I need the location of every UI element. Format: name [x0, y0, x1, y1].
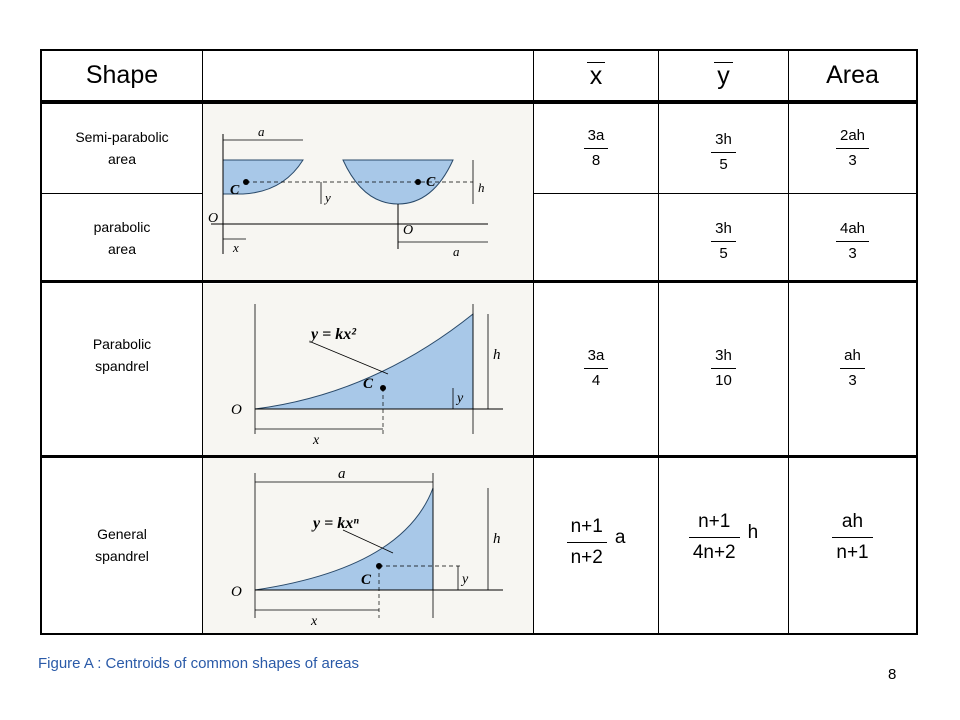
fraction-bar	[711, 241, 736, 242]
fig2-c-label: C	[363, 376, 374, 392]
fig2-o-label: O	[231, 402, 242, 418]
row-name-label: General spandrel	[95, 526, 149, 564]
fig3-equation: y = kxⁿ	[313, 515, 359, 532]
row-semi-parabolic-name	[42, 118, 202, 178]
table-bottom-border	[40, 633, 918, 635]
fraction	[584, 346, 609, 391]
fraction-denominator: 5	[719, 155, 728, 173]
figure-caption: Figure A : Centroids of common shapes of areas	[38, 655, 359, 672]
row-parabolic-name	[42, 208, 202, 268]
fraction	[836, 126, 869, 171]
header-xbar	[534, 51, 658, 100]
fraction-bar	[689, 537, 740, 538]
fraction-bar	[836, 241, 869, 242]
header-xbar-label: x	[587, 62, 606, 89]
fig3-a-label: a	[338, 466, 346, 482]
fraction-numerator: n+1	[698, 510, 731, 532]
fraction-numerator: 4ah	[839, 219, 866, 237]
header-shape	[42, 51, 202, 100]
row-parabolic-spandrel-name	[42, 325, 202, 385]
fraction-bar	[584, 368, 609, 369]
fraction	[567, 515, 607, 570]
fig3-x-label: x	[311, 614, 318, 629]
fraction-numerator: ah	[841, 510, 864, 532]
fig3-h-label: h	[493, 531, 501, 547]
header-area-label: Area	[826, 61, 879, 89]
row-parabolic-y	[659, 213, 788, 269]
row-parabolic-area	[789, 213, 916, 269]
fraction-bar	[711, 152, 736, 153]
fraction-bar	[832, 537, 872, 538]
fraction	[711, 130, 736, 175]
fraction	[836, 219, 869, 264]
fraction-denominator: 3	[848, 151, 857, 169]
fraction	[711, 219, 736, 264]
fraction-multiplier: h	[747, 522, 759, 543]
row-parabolic-spandrel-x	[534, 340, 658, 396]
row-name-label: Semi-parabolic area	[75, 129, 169, 167]
row-parabolic-spandrel-y	[659, 340, 788, 396]
fraction	[689, 510, 740, 565]
fraction	[584, 126, 609, 171]
row-general-spandrel-area	[789, 505, 916, 569]
fraction-numerator: 2ah	[839, 126, 866, 144]
fraction-denominator: n+2	[570, 546, 603, 568]
fraction-numerator: 3a	[587, 346, 605, 364]
fig1-h-label: h	[478, 180, 485, 195]
fig1-c-right-label: C	[426, 175, 436, 190]
row-semi-parabolic-area	[789, 120, 916, 176]
fig1-x-label: x	[233, 240, 239, 255]
fig1-a-bottom-label: a	[453, 244, 460, 259]
fig1-y-label: y	[325, 190, 331, 205]
row2-divider	[40, 280, 918, 283]
page-number: 8	[888, 666, 897, 683]
fraction-denominator: 3	[848, 244, 857, 262]
row-general-spandrel-y	[659, 505, 788, 569]
fraction-denominator: n+1	[836, 541, 869, 563]
fraction-bar	[567, 542, 607, 543]
row-parabolic-spandrel-area	[789, 340, 916, 396]
fraction-numerator: 3a	[587, 126, 605, 144]
fig3-y-label: y	[462, 572, 469, 587]
fraction-denominator: 4	[591, 371, 601, 389]
header-area	[789, 51, 916, 100]
fig2-x-label: x	[313, 433, 320, 448]
fraction-bar	[711, 368, 736, 369]
fig3-c-label: C	[361, 572, 372, 588]
row-general-spandrel-x	[534, 510, 658, 574]
figure-semi-parabolic	[203, 104, 533, 280]
fraction-bar	[836, 148, 869, 149]
fraction-denominator: 4n+2	[692, 541, 736, 563]
fraction-multiplier: a	[614, 527, 626, 548]
row-name-label: parabolic area	[93, 219, 151, 257]
fig2-h-label: h	[493, 347, 501, 363]
fraction	[711, 346, 736, 391]
header-shape-label: Shape	[85, 61, 159, 89]
fraction-numerator: 3h	[715, 130, 732, 148]
fig3-o-label: O	[231, 584, 242, 600]
fig1-c-left-label: C	[230, 183, 240, 198]
fraction	[840, 346, 865, 391]
row-semi-parabolic-x	[534, 120, 658, 176]
fig1-o-right-label: O	[403, 223, 414, 238]
fig2-equation: y = kx²	[311, 326, 357, 343]
fig1-o-left-label: O	[208, 211, 219, 226]
fraction-bar	[584, 148, 609, 149]
row-name-label: Parabolic spandrel	[92, 336, 152, 374]
fraction-denominator: 5	[719, 244, 728, 262]
fraction	[832, 510, 872, 565]
fig1-a-top-label: a	[258, 124, 265, 139]
fraction-denominator: 3	[848, 371, 857, 389]
header-ybar-label: y	[714, 62, 733, 89]
figure-parabolic-spandrel	[203, 284, 533, 455]
fraction-denominator: 10	[715, 371, 732, 389]
fraction-numerator: 3h	[715, 219, 732, 237]
fraction-numerator: 3h	[715, 346, 732, 364]
figure-general-spandrel	[203, 458, 533, 633]
row-general-spandrel-name	[42, 515, 202, 575]
fraction-numerator: ah	[844, 346, 861, 364]
fraction-numerator: n+1	[570, 515, 603, 537]
fraction-denominator: 8	[591, 151, 601, 169]
header-ybar	[659, 51, 788, 100]
row-semi-parabolic-y	[659, 124, 788, 180]
fraction-bar	[840, 368, 865, 369]
fig2-y-label: y	[457, 391, 464, 406]
table-right-border	[916, 49, 918, 635]
